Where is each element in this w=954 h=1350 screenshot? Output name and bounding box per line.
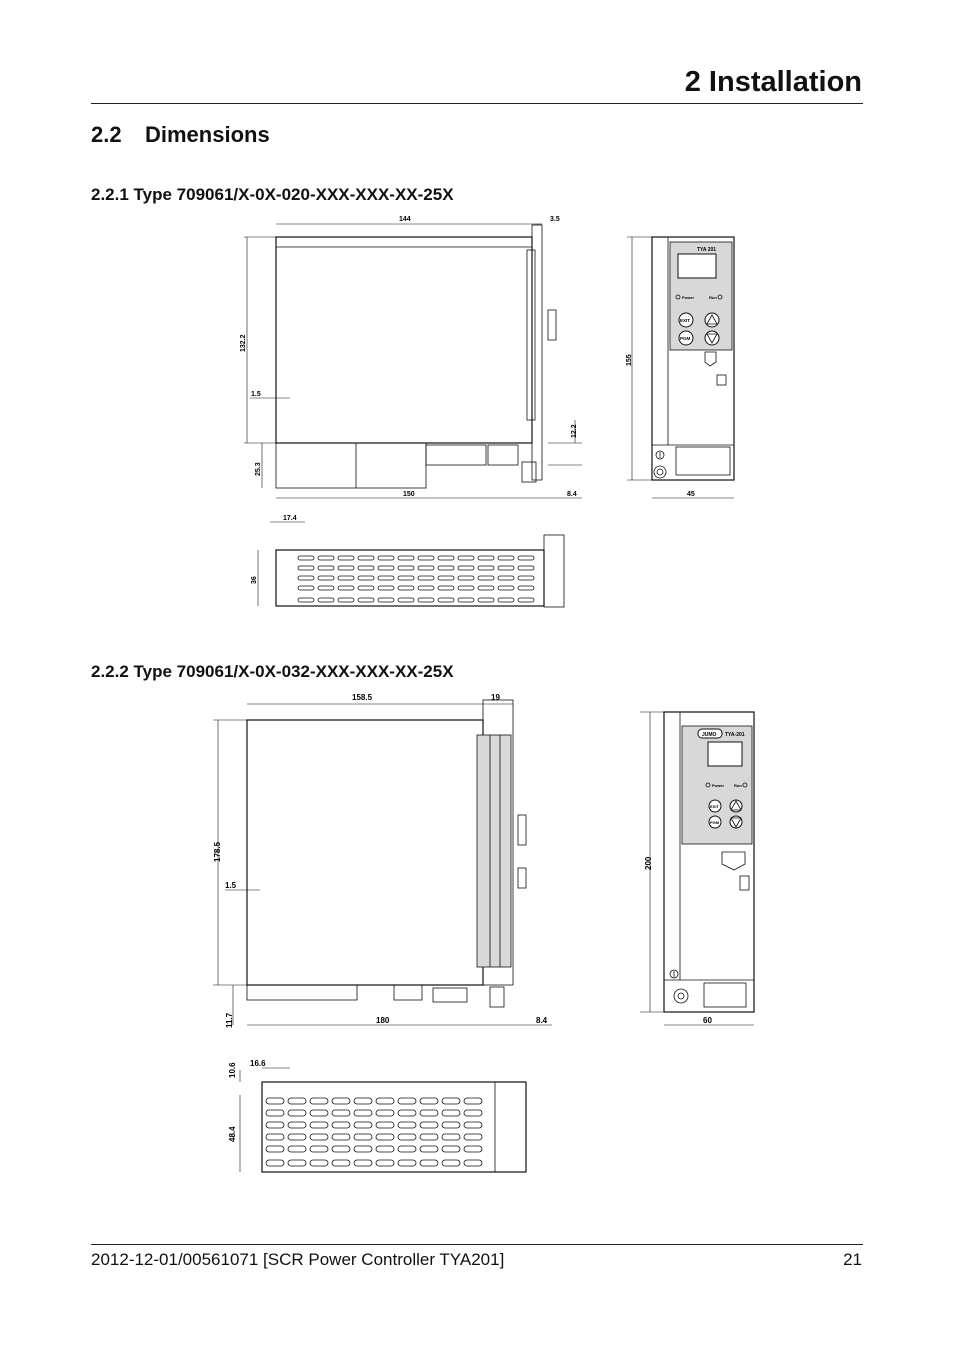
fin-slot <box>398 576 414 580</box>
fin-slot <box>376 1122 394 1128</box>
fin-slot <box>442 1160 460 1166</box>
fin-slot <box>398 1134 416 1140</box>
fin-slot <box>338 576 354 580</box>
dim-158-5: 158.5 <box>352 693 373 702</box>
dim-48-4: 48.4 <box>228 1126 237 1142</box>
dim-3-5: 3.5 <box>550 216 560 223</box>
fin-slot <box>354 1098 372 1104</box>
footer-document-id: 2012-12-01/00561071 [SCR Power Controller TYA201] <box>91 1250 505 1269</box>
fin-slot <box>318 576 334 580</box>
fin-slot <box>358 576 374 580</box>
fin-slot <box>376 1146 394 1152</box>
drawing1-heatsink-fins <box>298 556 534 602</box>
subsection-1-title: 2.2.1 Type 709061/X-0X-020-XXX-XXX-XX-25X <box>91 185 454 204</box>
fin-slot <box>438 576 454 580</box>
fin-slot <box>420 1098 438 1104</box>
fin-slot <box>266 1134 284 1140</box>
fin-slot <box>398 1160 416 1166</box>
subsection-2-title: 2.2.2 Type 709061/X-0X-032-XXX-XXX-XX-25X <box>91 662 454 681</box>
fin-slot <box>420 1146 438 1152</box>
fin-slot <box>518 576 534 580</box>
fin-slot <box>354 1146 372 1152</box>
fin-slot <box>398 566 414 570</box>
drawing2-brand-label: JUMO <box>702 732 717 738</box>
fin-slot <box>418 556 434 560</box>
fin-slot <box>288 1160 306 1166</box>
drawing2-run-label: Run <box>734 783 742 788</box>
fin-slot <box>310 1122 328 1128</box>
dim-60: 60 <box>703 1016 712 1025</box>
fin-slot <box>398 586 414 590</box>
fin-slot <box>398 1098 416 1104</box>
fin-slot <box>498 598 514 602</box>
drawing2-model-label: TYA-201 <box>725 732 745 738</box>
fin-slot <box>332 1098 350 1104</box>
fin-slot <box>518 586 534 590</box>
fin-slot <box>518 566 534 570</box>
fin-slot <box>288 1098 306 1104</box>
fin-slot <box>378 586 394 590</box>
fin-slot <box>442 1110 460 1116</box>
fin-slot <box>464 1122 482 1128</box>
dim-25-3: 25.3 <box>255 462 262 476</box>
fin-slot <box>478 556 494 560</box>
fin-slot <box>398 1110 416 1116</box>
fin-slot <box>418 586 434 590</box>
fin-slot <box>318 556 334 560</box>
fin-slot <box>332 1134 350 1140</box>
fin-slot <box>376 1098 394 1104</box>
fin-slot <box>266 1160 284 1166</box>
drawing2-heatsink-fins <box>266 1098 482 1166</box>
fin-slot <box>376 1134 394 1140</box>
fin-slot <box>332 1146 350 1152</box>
dim-45: 45 <box>687 491 695 498</box>
fin-slot <box>338 566 354 570</box>
fin-slot <box>310 1110 328 1116</box>
fin-slot <box>358 586 374 590</box>
drawing2-top-view <box>228 1059 526 1172</box>
fin-slot <box>458 576 474 580</box>
fin-slot <box>442 1134 460 1140</box>
fin-slot <box>398 1122 416 1128</box>
dim-1-5: 1.5 <box>251 391 261 398</box>
chapter-title: 2 Installation <box>684 66 862 98</box>
fin-slot <box>266 1122 284 1128</box>
fin-slot <box>298 586 314 590</box>
fin-slot <box>442 1098 460 1104</box>
fin-slot <box>354 1110 372 1116</box>
fin-slot <box>298 598 314 602</box>
fin-slot <box>438 556 454 560</box>
dim-200: 200 <box>644 856 653 870</box>
dim-11-7: 11.7 <box>225 1012 234 1028</box>
fin-slot <box>378 576 394 580</box>
drawing1-front-view <box>626 237 734 498</box>
dim-178-5: 178.5 <box>213 841 222 862</box>
fin-slot <box>478 566 494 570</box>
fin-slot <box>378 556 394 560</box>
fin-slot <box>420 1134 438 1140</box>
fin-slot <box>288 1134 306 1140</box>
fin-slot <box>498 586 514 590</box>
drawing2-side-view <box>213 693 552 1028</box>
fin-slot <box>418 566 434 570</box>
fin-slot <box>518 598 534 602</box>
drawing2-front-view <box>640 712 754 1025</box>
fin-slot <box>464 1146 482 1152</box>
fin-slot <box>518 556 534 560</box>
dim-19: 19 <box>491 693 500 702</box>
fin-slot <box>438 586 454 590</box>
fin-slot <box>332 1110 350 1116</box>
fin-slot <box>398 1146 416 1152</box>
dim-1-5-b: 1.5 <box>225 881 237 890</box>
fin-slot <box>464 1160 482 1166</box>
fin-slot <box>310 1134 328 1140</box>
fin-slot <box>478 598 494 602</box>
fin-slot <box>418 576 434 580</box>
fin-slot <box>438 566 454 570</box>
dim-10-6: 10.6 <box>228 1062 237 1078</box>
dim-132-2: 132.2 <box>240 334 247 352</box>
fin-slot <box>398 598 414 602</box>
dim-180: 180 <box>376 1016 390 1025</box>
fin-slot <box>420 1122 438 1128</box>
fin-slot <box>398 556 414 560</box>
drawing1-exit-label: EXIT <box>680 318 691 323</box>
fin-slot <box>464 1110 482 1116</box>
fin-slot <box>498 576 514 580</box>
fin-slot <box>378 598 394 602</box>
fin-slot <box>288 1122 306 1128</box>
dim-17-4: 17.4 <box>283 515 297 522</box>
fin-slot <box>332 1122 350 1128</box>
dim-16-6: 16.6 <box>250 1059 266 1068</box>
drawing1-model-label: TYA 201 <box>697 247 717 253</box>
fin-slot <box>478 586 494 590</box>
fin-slot <box>458 566 474 570</box>
fin-slot <box>354 1122 372 1128</box>
fin-slot <box>378 566 394 570</box>
fin-slot <box>498 566 514 570</box>
fin-slot <box>458 598 474 602</box>
fin-slot <box>376 1160 394 1166</box>
page-number: 21 <box>843 1250 862 1269</box>
drawing2-power-label: Power <box>712 783 725 788</box>
fin-slot <box>464 1134 482 1140</box>
fin-slot <box>376 1110 394 1116</box>
dim-150: 150 <box>403 491 415 498</box>
fin-slot <box>338 586 354 590</box>
fin-slot <box>418 598 434 602</box>
fin-slot <box>458 586 474 590</box>
dim-155: 155 <box>626 354 633 366</box>
fin-slot <box>298 566 314 570</box>
fin-slot <box>310 1160 328 1166</box>
fin-slot <box>498 556 514 560</box>
fin-slot <box>354 1160 372 1166</box>
fin-slot <box>338 556 354 560</box>
fin-slot <box>464 1098 482 1104</box>
fin-slot <box>318 566 334 570</box>
dim-144: 144 <box>399 216 411 223</box>
fin-slot <box>318 586 334 590</box>
drawing2-pgm-label: PGM <box>710 820 720 825</box>
fin-slot <box>310 1098 328 1104</box>
fin-slot <box>310 1146 328 1152</box>
fin-slot <box>298 556 314 560</box>
fin-slot <box>458 556 474 560</box>
fin-slot <box>354 1134 372 1140</box>
fin-slot <box>442 1146 460 1152</box>
fin-slot <box>266 1098 284 1104</box>
fin-slot <box>420 1160 438 1166</box>
fin-slot <box>358 598 374 602</box>
fin-slot <box>266 1110 284 1116</box>
drawing2-exit-label: EXIT <box>710 804 719 809</box>
fin-slot <box>332 1160 350 1166</box>
section-title-text: Dimensions <box>145 122 270 147</box>
fin-slot <box>288 1146 306 1152</box>
fin-slot <box>420 1110 438 1116</box>
fin-slot <box>358 566 374 570</box>
dim-12-2: 12.2 <box>571 424 578 438</box>
section-number: 2.2 <box>91 122 122 147</box>
drawing1-run-label: Run <box>709 295 717 300</box>
fin-slot <box>318 598 334 602</box>
drawing1-side-view <box>240 216 582 498</box>
fin-slot <box>298 576 314 580</box>
fin-slot <box>266 1146 284 1152</box>
fin-slot <box>442 1122 460 1128</box>
fin-slot <box>338 598 354 602</box>
fin-slot <box>478 576 494 580</box>
dim-8-4: 8.4 <box>567 491 577 498</box>
footer-rule <box>91 1244 863 1245</box>
fin-slot <box>358 556 374 560</box>
dim-8-4-b: 8.4 <box>536 1016 548 1025</box>
fin-slot <box>288 1110 306 1116</box>
drawing1-top-view <box>251 515 564 607</box>
drawing1-pgm-label: PGM <box>680 336 691 341</box>
drawing1-power-label: Power <box>682 295 695 300</box>
dim-36: 36 <box>251 576 258 584</box>
fin-slot <box>438 598 454 602</box>
